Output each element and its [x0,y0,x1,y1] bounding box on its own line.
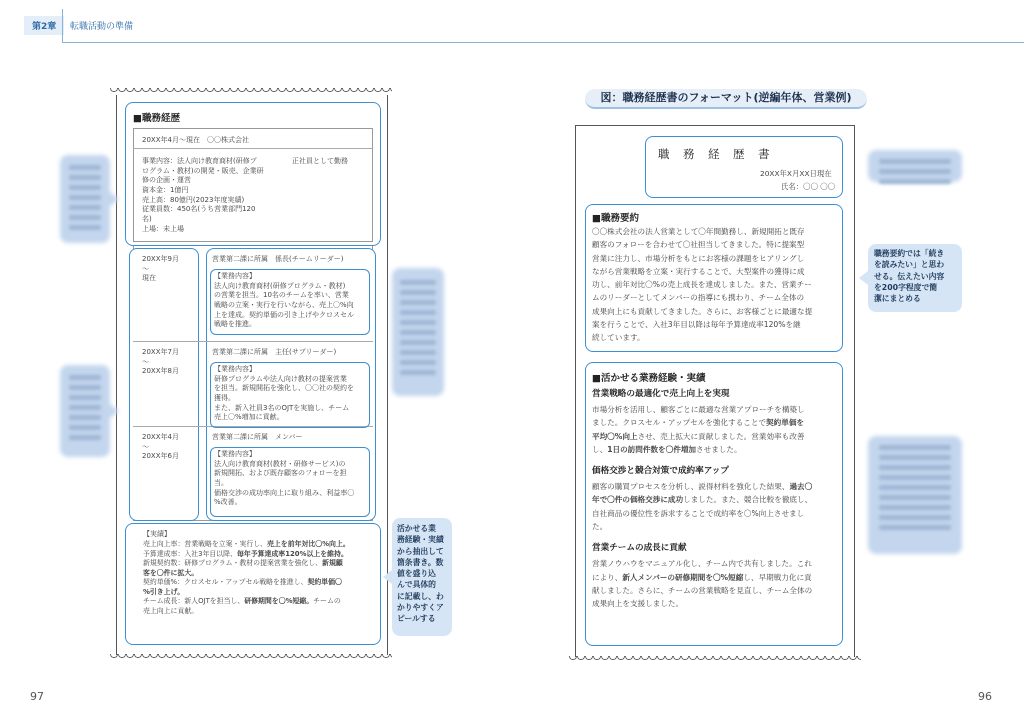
left-note-line: んで具体的 [397,580,436,590]
doc-title: 職 務 経 歴 書 [658,147,771,161]
skill-body [592,403,842,456]
text: しました。また、競合比較を徹底し、 [683,495,813,505]
bold-text: 契約単価〇 [307,578,342,587]
blurred-lines-5 [872,440,958,535]
left-note-line: 箇条書き。数 [397,557,444,567]
text: 営業ノウハウをマニュアル化し、チーム内で共有しました。これ [592,559,812,569]
text: 新規契約数：研修プログラム・教材の提案営業を強化し、 [143,559,323,568]
summary-line: ムのリーダーとしてメンバーの指導にも携わり、チーム全体の [592,293,805,303]
text: し、早期戦力化に貢 [743,572,812,582]
achievement-line [143,578,373,588]
text: し、 [592,444,608,454]
job-role: 営業第二課に所属 メンバー [212,433,303,441]
left-note-line: かりやすくア [397,603,444,613]
job-duty-label: 【業務内容】 [214,272,256,280]
text: 契約単価%：クロスセル・アップセル戦略を推進し、 [143,578,308,587]
blurred-lines-1 [62,160,108,235]
job-period-line: 20XX年9月 [142,255,179,263]
text: 献しました。さらに、チームの営業戦略を見直し、チーム全体の [592,585,813,595]
job-period-line: 現在 [142,274,156,283]
job-duty-line: 戦略の立案・実行を行いながら、売上〇%向 [214,300,354,309]
summary-line: 成果向上にも貢献してきました。さらに、お客様ごとに最適な提 [592,306,813,316]
blurred-lines-2 [62,370,108,445]
text: 成果向上を支援しました。 [592,599,684,609]
company-detail-line: 修の企画・運営 [142,176,191,185]
job-duty-line: また、新入社員3名のOJTを実施し、チーム [214,403,350,412]
job-duty-line: %改善。 [214,498,242,507]
job-role: 営業第二課に所属 主任(サブリーダー) [212,348,337,356]
skill-line [592,443,842,456]
company-detail [142,157,282,234]
summary-line: 顧客のフォローを合わせて〇社担当してきました。特に提案型 [592,240,805,250]
bold-text: 研修期間を〇%短縮。 [244,597,314,606]
career-section-title: ■職務経歴 [133,113,180,124]
company-detail-line: 従業員数：450名(うち営業部門120 [142,205,256,214]
achievement-line [143,597,373,607]
skill-line [592,416,842,429]
blurred-lines-4 [872,154,958,189]
chapter-title: 転職活動の準備 [70,22,134,32]
job-period-line: ～ [142,357,149,366]
job-duty-line: の営業を担当。10名のチームを率い、営業 [214,291,349,300]
skill-heading: 価格交渉と競合対策で成約率アップ [592,466,729,477]
wave-bottom-left [110,654,392,662]
doc-name: 氏名：〇〇 〇〇 [781,182,836,191]
skill-body [592,480,842,533]
left-note-line: に記載し、わ [397,591,444,601]
summary-line: 功し、前年対比〇%の売上成長を達成しました。また、営業チー [592,280,812,290]
text: チームの [313,597,341,606]
skill-heading: 営業チームの成長に貢献 [592,543,687,554]
bold-text: 新人メンバーの研修期間を〇%短縮 [622,572,744,582]
job-duty-label: 【業務内容】 [214,450,256,458]
achievement-line [143,607,373,617]
skill-line [592,571,842,584]
right-note-line: を200字程度で簡 [874,282,938,292]
left-note-line: 値を盛り込 [397,569,436,579]
bold-text: 契約単価を [766,418,805,428]
skills-list [592,387,842,610]
blurred-lines-3 [393,275,443,380]
bold-text: 客を〇件に拡大。 [143,568,199,577]
achievement-line [143,588,373,598]
skill-heading: 営業戦略の最適化で売上向上を実現 [592,389,730,399]
skill-line [592,480,842,493]
job-period-line: ～ [142,442,149,451]
job-period-line: 20XX年7月 [142,348,179,356]
job-duty-line: 法人向け教育商材(研修プログラム・教材) [214,281,346,290]
achievement-line [143,540,373,550]
text: ました。クロスセル・アップセルを強化することで [592,418,767,428]
header-rule [62,42,1024,43]
job-duty-line: を担当。新規開拓を強化し、〇〇社の契約を [214,384,354,393]
header-divider [62,9,63,43]
text: 市場分析を活用し、顧客ごとに最適な営業アプローチを構築し [592,405,805,414]
job-period-line: ～ [142,264,149,273]
bold-text: 新規顧 [322,559,343,568]
skill-line [592,584,842,597]
text: 顧客の購買プロセスを分析し、説得材料を強化した結果、 [592,482,790,492]
page-number-right: 96 [978,690,992,703]
skill-line [592,493,842,506]
text: た。 [592,521,608,531]
job-duty-line: 売上〇%増加に貢献。 [214,413,284,422]
job-period [142,433,179,462]
summary-line: ながら営業戦略を立案・実行することで、大型案件の獲得に成 [592,266,805,276]
text: により、 [592,572,623,582]
company-detail-line: 売上高：80億円(2023年度実績) [142,195,245,204]
chapter-tag: 第2章 [24,16,64,35]
skill-line [592,507,842,520]
page-number-left: 97 [30,690,44,703]
job-duty-line: 価格交渉の成功率向上に取り組み、利益率〇 [214,488,355,497]
company-detail-line: 事業内容：法人向け教育商材(研修プ [142,157,257,165]
right-note-line: 職務要約では「続き [874,249,945,258]
job-role: 営業第二課に所属 係長(チームリーダー) [212,255,344,263]
job-duty-line: 戦略を推進。 [214,320,256,329]
summary-line: 続しています。 [592,333,645,343]
right-note-line: を読みたい」と思わ [874,260,945,270]
job-duty-line: 上を達成。契約単価の引き上げやクロスセル [214,310,354,319]
bold-text: 平均〇%向上 [592,431,638,441]
job-duty-label: 【業務内容】 [214,365,256,373]
left-note-line: ピールする [397,614,436,624]
wave-top-left [110,88,392,96]
bold-text: 1日の訪問件数を〇件増加 [607,444,697,454]
summary-text [592,225,842,345]
summary-line: 営業に注力し、市場分析をもとにお客様の課題をヒアリングし [592,253,805,263]
job-duty-line: 新規開拓、および既存顧客のフォローを担 [214,469,347,478]
achievements-label: 【実績】 [143,530,171,538]
text: 自社商品の優位性を訴求することで成約率を〇%向上させまし [592,508,805,518]
summary-line: 〇〇株式会社の法人営業として〇年間勤務し、新規開拓と既存 [592,227,805,236]
job-duty [214,272,370,330]
skill-line [592,403,842,416]
skill-line [592,597,842,610]
job-period [142,348,179,377]
job-period-line: 20XX年6月 [142,452,179,461]
company-table-line [133,148,373,149]
text: 売上向上率：営業戦略を立案・実行し、 [143,540,268,548]
job-duty-line: 研修プログラムや法人向け教材の提案営業 [214,374,347,383]
figure-title: 図：職務経歴書のフォーマット(逆編年体、営業例) [585,89,867,109]
job-duty-line: 獲得。 [214,393,235,402]
left-note-line: 務経験・実績 [397,535,444,545]
job-duty [214,450,370,508]
right-annotation-note [868,244,962,312]
achievements-list [143,540,373,616]
job-period-box [129,248,199,521]
company-detail-line: ログラム・教材)の開発・販売、企業研 [142,166,264,175]
skill-line [592,557,842,570]
left-note-line: 活かせる業 [397,524,436,533]
skills-title: ■活かせる業務経験・実績 [592,373,706,384]
job-duty-line: 法人向け教育商材(教材・研修サービス)の [214,459,346,468]
text: チーム成長：新人OJTを担当し、 [143,597,245,606]
bold-text: 毎年予算達成率120%以上を維持。 [236,549,348,558]
employment-type: 正社員として勤務 [292,157,348,165]
job-period [142,255,179,284]
company-period: 20XX年4月～現在 〇〇株式会社 [142,136,249,144]
text: 予算達成率：入社3年目以降、 [143,549,237,558]
wave-bottom-right [569,656,861,664]
skill-line [592,520,842,533]
achievement-line [143,559,373,569]
bold-text: 売上を前年対比〇%向上。 [267,540,350,548]
bold-text: %引き上げ。 [143,587,185,596]
job-duty-line: 当。 [214,478,228,487]
skill-body [592,557,842,610]
bold-text: 年で〇件の価格交渉に成功 [592,495,684,505]
achievement-line [143,550,373,560]
left-annotation-note [392,518,452,636]
achievement-line [143,569,373,579]
job-duty [214,365,370,423]
job-period-line: 20XX年8月 [142,367,179,376]
job-period-line: 20XX年4月 [142,433,179,441]
text: させ、売上拡大に貢献しました。営業効率も改善 [637,431,805,441]
company-detail-line: 資本金：1億円 [142,185,189,194]
doc-date: 20XX年X月XX日現在 [760,169,832,178]
skill-line [592,430,842,443]
left-note-line: から抽出して [397,546,444,556]
job-row-line-1 [133,341,373,342]
right-note-line: 潔にまとめる [874,294,921,304]
summary-line: 案を行うことで、入社3年目以降は毎年予算達成率120%を継 [592,319,801,329]
company-detail-line: 名) [142,214,152,223]
bold-text: 過去〇 [789,482,813,492]
right-note-line: せる。伝えたい内容 [874,271,945,281]
summary-title: ■職務要約 [592,213,639,224]
text: 売上向上に貢献。 [143,606,199,615]
text: させました。 [696,444,742,454]
company-detail-line: 上場：未上場 [142,224,184,233]
